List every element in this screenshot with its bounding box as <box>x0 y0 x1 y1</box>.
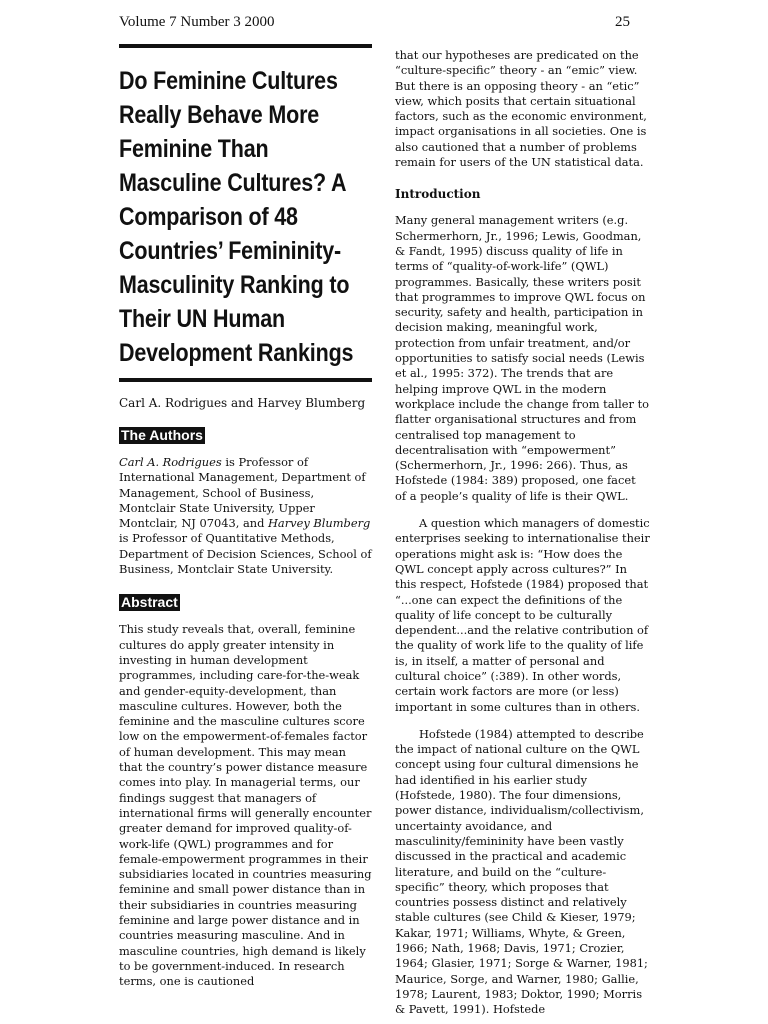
title-rule-bottom <box>119 378 372 382</box>
volume-info: Volume 7 Number 3 2000 <box>119 14 275 30</box>
intro-paragraph-2: A question which managers of domestic enterprises seeking to internationalise their operations might ask is: “How does the QWL concept apply across cultures?” In this respect, Hofstede (1984) proposed that “...one can expect the definitions of the quality of life concept to be culturally dependent...and the relative contribution of the quality of work life to the quality of life is, in itself, a matter of personal and cultural choice” (:389). In other words, certain work factors are more (or less) important in some cultures than in others. <box>395 516 650 714</box>
introduction-heading: Introduction <box>395 187 481 202</box>
left-column <box>119 44 372 990</box>
abstract-continuation: that our hypotheses are predicated on the “culture-specific” theory - an “emic” view. But there is an opposing theory - an “etic” view, which posits that certain situational factors, such as the economic environment, impact organisations in all societies. One is also cautioned that a number of problems remain for users of the UN statistical data. <box>395 48 647 170</box>
intro-paragraph-3: Hofstede (1984) attempted to describe the impact of national culture on the QWL concept using four cultural dimensions he had identified in his earlier study (Hofstede, 1980). The four dimensions, power distance, individualism/collectivism, uncertainty avoidance, and masculinity/femininity have been vastly discussed in the practical and academic literature, and build on the “culture-specific” theory, which proposes that countries possess distinct and relatively stable cultures (see Child & Kieser, 1979; Kakar, 1971; Williams, Whyte, & Green, 1966; Nath, 1968; Davis, 1971; Crozier, 1964; Glasier, 1971; Sorge & Warner, 1981; Maurice, Sorge, and Warner, 1980; Gallie, 1978; Laurent, 1983; Doktor, 1990; Morris & Pavett, 1991). Hofstede <box>395 726 648 1017</box>
authors-bio <box>119 455 372 577</box>
author-name-2: Harvey Blumberg <box>268 516 371 531</box>
abstract-label: Abstract <box>121 594 178 611</box>
article-title: Do Feminine Cultures Really Behave More Feminine Than Masculine Cultures? A Comparison of 48 Countries’ Femininity-Masculinity Ranking to Their UN Human Development Rankings <box>119 67 354 367</box>
author-name-1: Carl A. Rodrigues <box>119 455 222 469</box>
page-number: 25 <box>615 14 630 30</box>
right-column <box>395 48 650 1018</box>
author-bio-text-1: is Professor of International Management, Department of Management, School of Business, Montclair State University, Upper Montclair, NJ 07043, and <box>119 455 366 531</box>
running-header <box>119 14 630 31</box>
author-line: Carl A. Rodrigues and Harvey Blumberg <box>119 396 366 410</box>
title-rule-top <box>119 44 372 48</box>
intro-paragraph-1: Many general management writers (e.g. Schermerhorn, Jr., 1996; Lewis, Goodman, & Fandt, 1995) discuss quality of life in terms of “quality-of-work-life” (QWL) programmes. Basically, these writers posit that programmes to improve QWL focus on security, safety and health, participation in decision making, meaningful work, protection from unfair treatment, and/or opportunities to satisfy social needs (Lewis et al., 1995: 372). The trends that are helping improve QWL in the modern workplace include the change from taller to flatter organisational structures and from centralised top management to decentralisation with “empowerment” (Schermerhorn, Jr., 1996: 266). Thus, as Hofstede (1984: 389) proposed, one facet of a people’s quality of life is their QWL. <box>395 213 650 503</box>
abstract-text: This study reveals that, overall, feminine cultures do apply greater intensity in investing in human development programmes, including care-for-the-weak and gender-equity-development, than masculine cultures. However, both the feminine and the masculine cultures score low on the empowerment-of-females factor of human development. This may mean that the country’s power distance measure comes into play. In managerial terms, our findings suggest that managers of international firms will generally encounter greater demand for improved quality-of-work-life (QWL) programmes and for female-empowerment programmes in their subsidiaries located in countries measuring feminine and small power distance than in their subsidiaries in countries measuring feminine and large power distance and in countries measuring masculine. And in masculine countries, high demand is likely to be government-induced. In research terms, one is cautioned <box>119 622 372 989</box>
author-bio-text-2: is Professor of Quantitative Methods, Department of Decision Sciences, School of Business, Montclair State University. <box>119 531 372 577</box>
the-authors-label: The Authors <box>121 427 203 443</box>
